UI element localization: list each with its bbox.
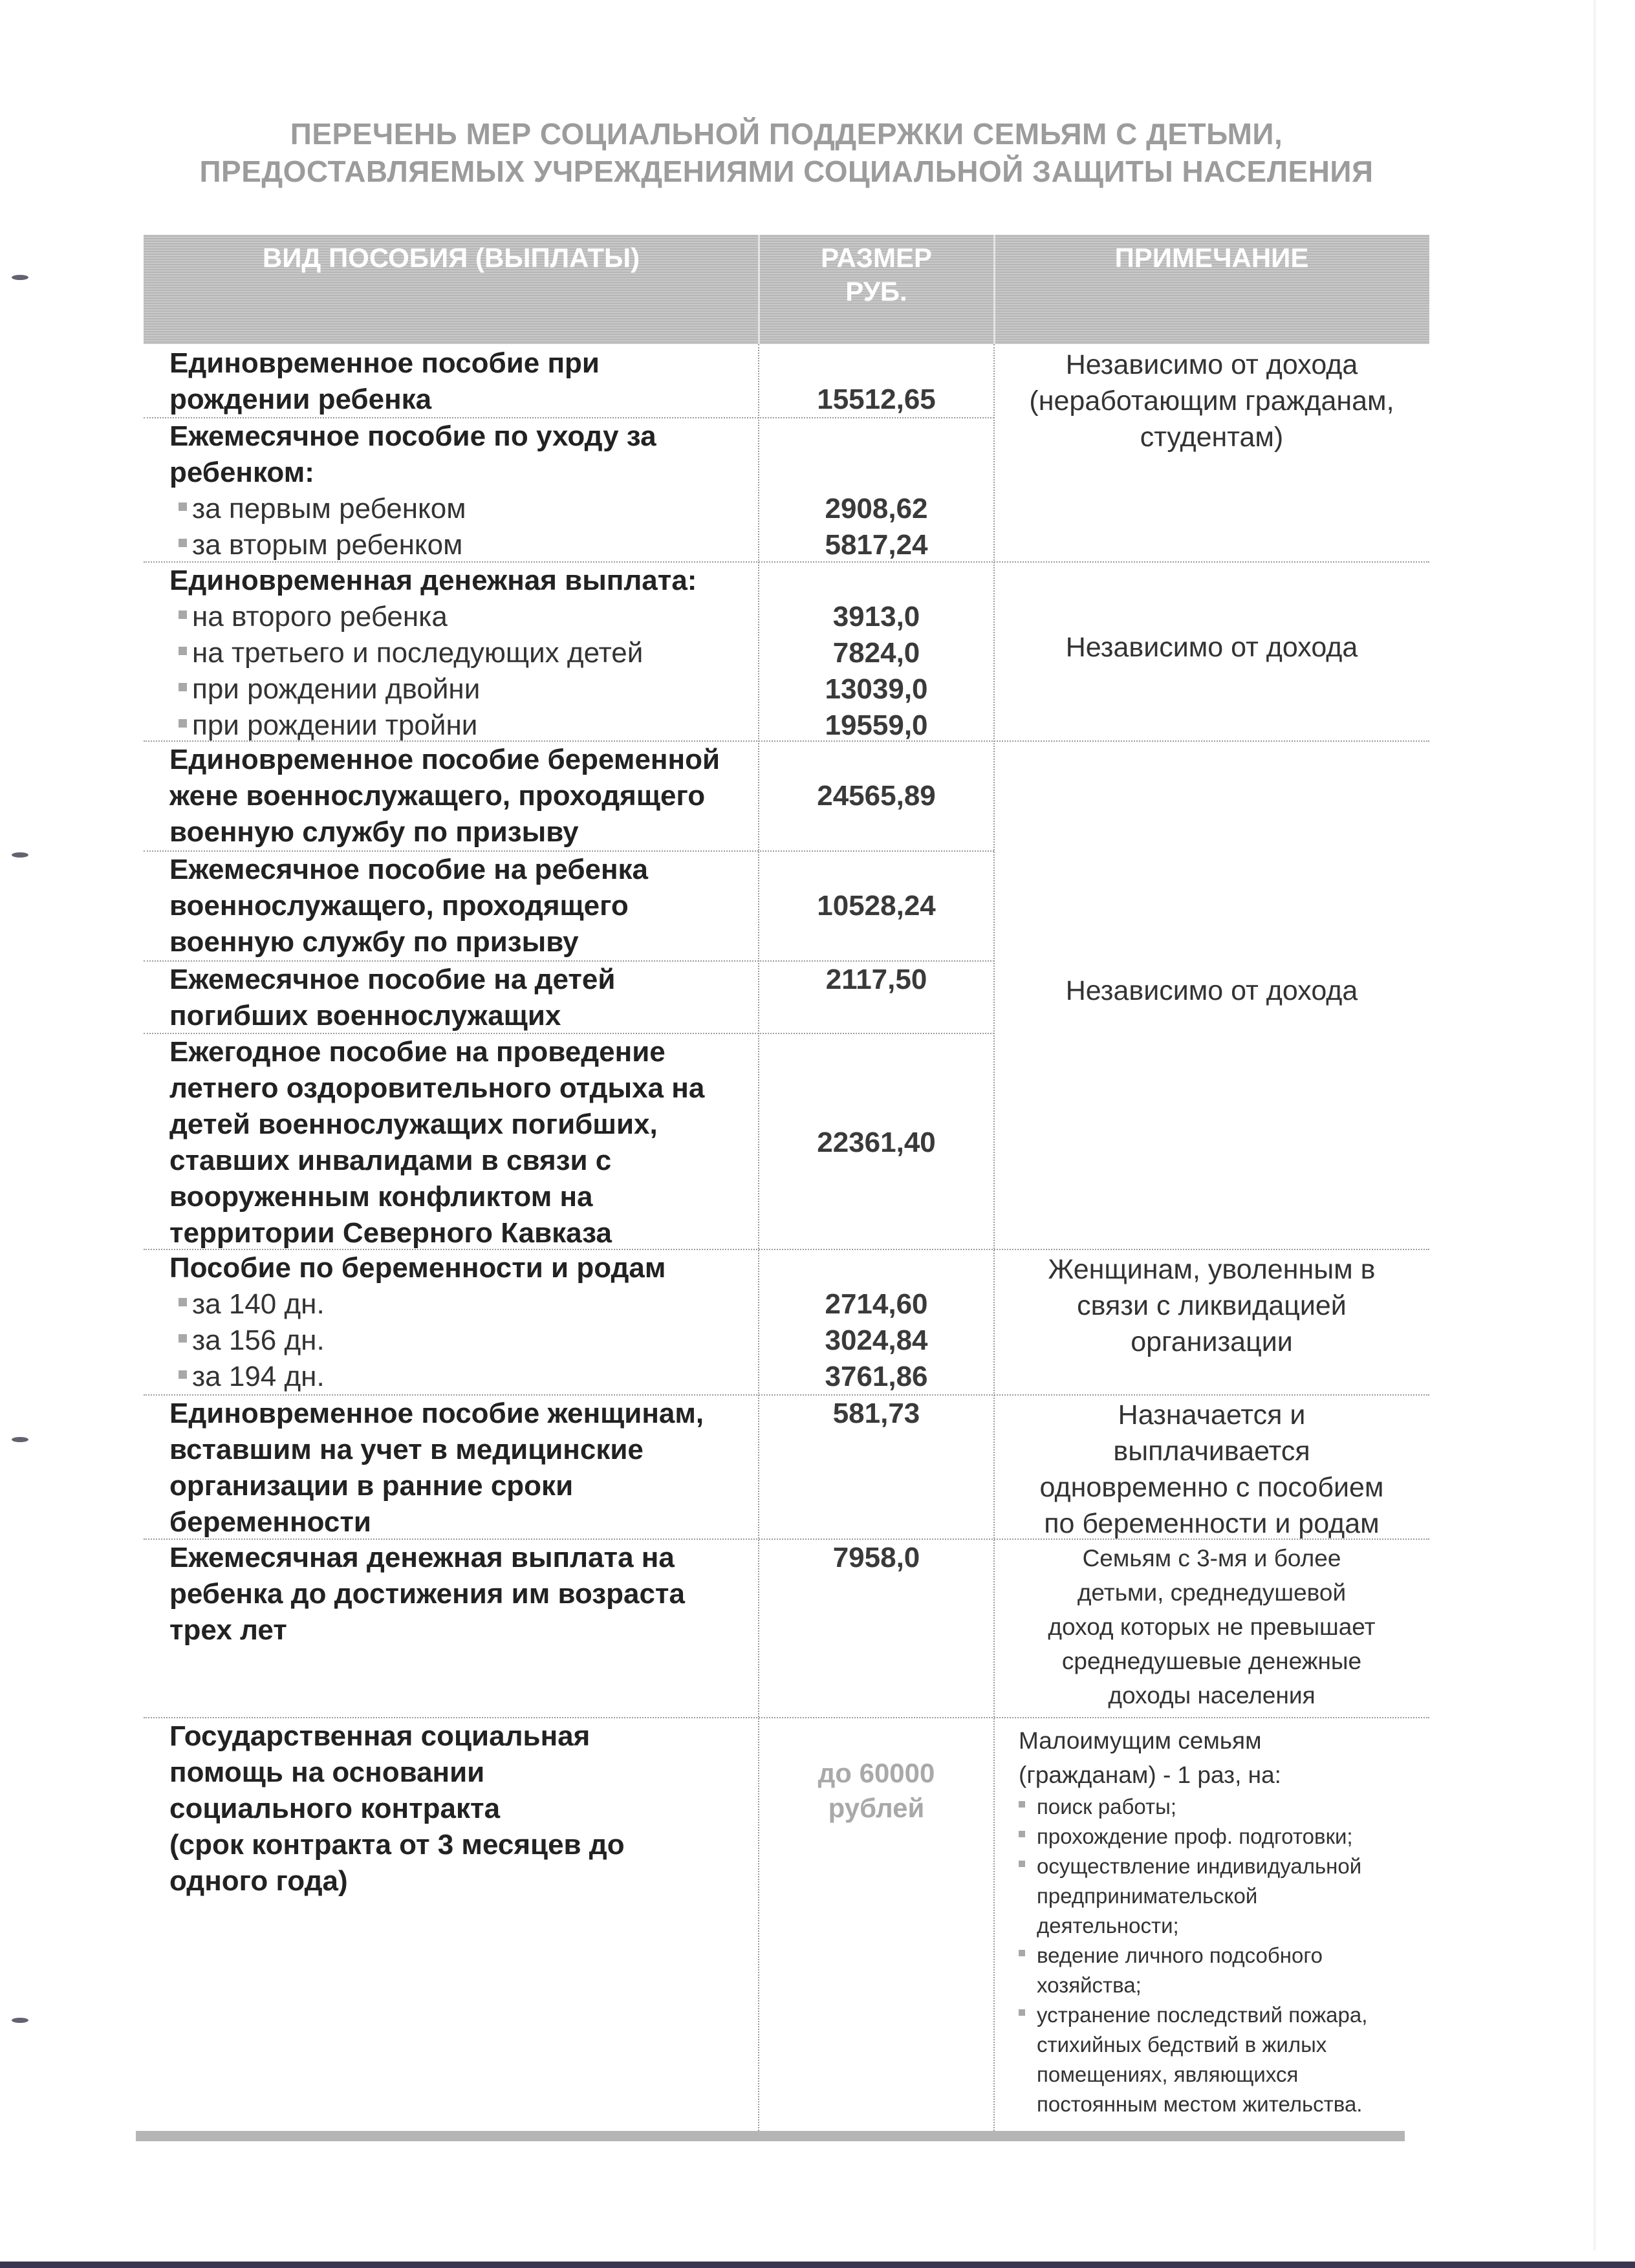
note-line: среднедушевые денежные [1061, 1648, 1362, 1674]
benefit-subitem [169, 707, 752, 744]
amount-value: 24565,89 [817, 780, 936, 812]
note-cell [994, 1723, 1429, 2137]
benefit-subitem-label: за 140 дн. [192, 1288, 325, 1320]
benefit-name-line: Ежемесячное пособие по уходу за [169, 420, 656, 452]
benefit-name-cell [144, 563, 759, 742]
note-cell [994, 1397, 1429, 1541]
benefit-name-line: Ежегодное пособие на проведение [169, 1036, 666, 1068]
note-cell [994, 1541, 1429, 1720]
benefit-name-line: помощь на основании [169, 1756, 485, 1788]
benefit-name-line: летнего оздоровительного отдыха на [169, 1072, 705, 1104]
header-note-label: ПРИМЕЧАНИЕ [1114, 243, 1309, 273]
benefit-subitem [169, 1286, 752, 1323]
amount-value: 3913,0 [832, 601, 920, 632]
benefit-name-line: Единовременное пособие женщинам, [169, 1398, 704, 1429]
note-list-item-line: постоянным местом жительства. [1037, 2092, 1363, 2116]
amount-value: 581,73 [832, 1398, 920, 1429]
bullet-icon [1019, 1950, 1025, 1956]
note-line: связи с ликвидацией [1077, 1290, 1347, 1321]
bullet-icon [179, 1334, 187, 1343]
amount-value: 2908,62 [825, 493, 928, 524]
note-line: выплачивается [1113, 1436, 1310, 1467]
amount-value: 19559,0 [825, 709, 928, 741]
benefit-name-line: Пособие по беременности и родам [169, 1252, 666, 1284]
note-line: Независимо от дохода [1065, 975, 1358, 1006]
header-amount-line-2: РУБ. [845, 276, 907, 307]
bullet-icon [179, 1370, 187, 1379]
header-type-label: ВИД ПОСОБИЯ (ВЫПЛАТЫ) [262, 243, 640, 273]
benefit-name-line: Единовременное пособие беременной [169, 744, 720, 775]
scan-mark [12, 852, 28, 858]
note-line: детьми, среднедушевой [1077, 1579, 1347, 1606]
benefit-subitem [169, 491, 752, 527]
bullet-icon [179, 539, 187, 547]
note-intro-line: (гражданам) - 1 раз, на: [1019, 1762, 1281, 1788]
benefit-name-line: Государственная социальная [169, 1720, 590, 1752]
benefit-name-cell [144, 1540, 759, 1718]
note-line: доходы населения [1108, 1682, 1316, 1709]
benefit-name-line: Ежемесячное пособие на ребенка [169, 854, 649, 885]
note-list-item-line: предпринимательской [1037, 1884, 1258, 1908]
note-line: Независимо от дохода [1065, 349, 1358, 380]
bullet-icon [1019, 1861, 1025, 1867]
benefit-name-cell [144, 345, 759, 418]
benefit-name-line: беременности [169, 1506, 371, 1538]
note-list-item-line: помещениях, являющихся [1037, 2062, 1299, 2086]
amount-value: 3761,86 [825, 1361, 928, 1392]
note-list-item [1012, 1852, 1416, 1941]
bullet-icon [1019, 1831, 1025, 1837]
benefit-name-line: рождении ребенка [169, 383, 432, 415]
note-cell [994, 629, 1429, 808]
amount-value: 10528,24 [817, 890, 936, 922]
benefit-name-line: военную службу по призыву [169, 816, 579, 848]
benefit-name-cell [144, 962, 759, 1034]
benefit-subitem-label: за первым ребенком [192, 493, 466, 524]
note-list-item-line: осуществление индивидуальной [1037, 1854, 1362, 1878]
scan-edge [1594, 0, 1596, 2251]
note-line: (неработающим гражданам, [1029, 385, 1394, 416]
benefit-name-cell [144, 1034, 759, 1250]
scan-mark [12, 1437, 28, 1442]
benefit-name-line: вставшим на учет в медицинские [169, 1434, 644, 1465]
bullet-icon [179, 1298, 187, 1306]
benefit-name-cell [144, 742, 759, 852]
benefit-name-line: Ежемесячное пособие на детей [169, 964, 616, 995]
benefit-name-line: Единовременное пособие при [169, 347, 600, 379]
note-line: организации [1131, 1326, 1293, 1357]
bullet-icon [179, 610, 187, 619]
benefit-name-line: военнослужащего, проходящего [169, 890, 629, 922]
amount-value: 7958,0 [832, 1542, 920, 1573]
bullet-icon [179, 719, 187, 728]
benefit-name-line: (срок контракта от 3 месяцев до [169, 1829, 625, 1861]
amount-value: 5817,24 [825, 529, 928, 561]
amount-cell [759, 1540, 994, 1718]
benefit-subitem [169, 671, 752, 707]
note-list-item [1012, 1941, 1416, 2000]
bullet-icon [179, 647, 187, 655]
amount-cell [759, 599, 994, 778]
benefit-subitem [169, 1359, 752, 1395]
note-list-item [1012, 1822, 1416, 1852]
benefit-subitem-label: при рождении тройни [192, 709, 478, 741]
benefit-subitem-label: за 194 дн. [192, 1361, 325, 1392]
benefit-name-line: организации в ранние сроки [169, 1470, 574, 1502]
header-amount [759, 235, 994, 344]
header-type [144, 235, 759, 344]
note-line: доход которых не превышает [1048, 1614, 1376, 1640]
benefit-name-cell [144, 1718, 759, 2132]
note-list-item-line: прохождение проф. подготовки; [1037, 1824, 1353, 1848]
amount-value: 2714,60 [825, 1288, 928, 1320]
benefit-subitem-label: при рождении двойни [192, 673, 481, 705]
scan-mark [12, 2018, 28, 2023]
benefit-name-line: территории Северного Кавказа [169, 1217, 612, 1249]
note-line: Назначается и [1118, 1399, 1306, 1431]
benefit-subitem [169, 1323, 752, 1359]
scan-mark [12, 275, 28, 280]
benefit-subitem-label: за 156 дн. [192, 1324, 325, 1356]
table-bottom-bar [136, 2131, 1405, 2141]
note-list-item [1012, 2000, 1416, 2119]
bullet-icon [179, 683, 187, 691]
note-list-item-line: стихийных бедствий в жилых [1037, 2033, 1327, 2057]
benefit-subitem [169, 635, 752, 671]
amount-value: 22361,40 [817, 1127, 936, 1158]
benefit-name-cell [144, 1250, 759, 1396]
benefit-subitem-label: на второго ребенка [192, 601, 448, 632]
note-list-item [1012, 1792, 1416, 1822]
benefit-name-line: одного года) [169, 1865, 348, 1897]
benefit-name-line: вооруженным конфликтом на [169, 1181, 593, 1213]
benefit-name-line: жене военнослужащего, проходящего [169, 780, 706, 812]
benefit-name-line: социального контракта [169, 1793, 501, 1824]
scan-edge-bottom [0, 2262, 1635, 2268]
benefit-subitem [169, 527, 752, 563]
amount-cell [759, 1396, 994, 1540]
benefit-name-line: Единовременная денежная выплата: [169, 565, 697, 596]
benefit-name-line: погибших военнослужащих [169, 1000, 561, 1031]
note-list-item-line: хозяйства; [1037, 1973, 1142, 1997]
note-list-item-line: поиск работы; [1037, 1795, 1176, 1819]
note-intro-line: Малоимущим семьям [1019, 1727, 1262, 1754]
benefit-name-line: ставших инвалидами в связи с [169, 1145, 612, 1176]
note-line: одновременно с пособием [1039, 1472, 1384, 1503]
benefit-name-cell [144, 1396, 759, 1540]
amount-value: 3024,84 [825, 1324, 928, 1356]
benefit-name-line: ребенком: [169, 457, 314, 488]
note-list-item-line: устранение последствий пожара, [1037, 2003, 1368, 2027]
amount-value: рублей [828, 1793, 925, 1823]
amount-cell [759, 962, 994, 1034]
benefit-name-line: ребенка до достижения им возраста [169, 1578, 685, 1610]
title-line-2: ПРЕДОСТАВЛЯЕМЫХ УЧРЕЖДЕНИЯМИ СОЦИАЛЬНОЙ ЗАЩИТЫ НАСЕЛЕНИЯ [199, 155, 1374, 188]
benefit-name-line: трех лет [169, 1614, 287, 1646]
benefit-name-line: Ежемесячная денежная выплата на [169, 1542, 675, 1573]
note-line: студентам) [1140, 422, 1284, 453]
amount-cell [759, 382, 994, 455]
title-line-1: ПЕРЕЧЕНЬ МЕР СОЦИАЛЬНОЙ ПОДДЕРЖКИ СЕМЬЯМ С ДЕТЬМИ, [290, 117, 1283, 151]
benefit-name-cell [144, 418, 759, 563]
note-cell [994, 347, 1429, 564]
benefit-name-line: военную службу по призыву [169, 926, 579, 958]
header-note [994, 235, 1429, 344]
table-header [144, 235, 1429, 344]
benefit-subitem-label: на третьего и последующих детей [192, 637, 644, 669]
amount-value: 2117,50 [825, 964, 927, 995]
note-line: Семьям с 3-мя и более [1082, 1545, 1341, 1571]
note-line: по беременности и родам [1044, 1508, 1380, 1539]
amount-value: до 60000 [817, 1758, 935, 1788]
benefit-name-cell [144, 852, 759, 962]
note-list-item-line: ведение личного подсобного [1037, 1943, 1323, 1967]
benefit-subitem [169, 599, 752, 635]
benefit-name-line: детей военнослужащих погибших, [169, 1108, 658, 1140]
note-line: Независимо от дохода [1065, 632, 1358, 663]
amount-cell [759, 1756, 994, 2170]
amount-cell [759, 778, 994, 888]
amount-value: 15512,65 [817, 383, 936, 415]
note-list-item-line: деятельности; [1037, 1914, 1179, 1938]
amount-value: 7824,0 [832, 637, 920, 669]
benefit-subitem-label: за вторым ребенком [192, 529, 463, 561]
document-title [144, 115, 1429, 190]
note-cell [994, 1251, 1429, 1397]
bullet-icon [1019, 1801, 1025, 1808]
bullet-icon [179, 502, 187, 511]
note-line: Женщинам, уволенным в [1048, 1254, 1376, 1285]
amount-value: 13039,0 [825, 673, 928, 705]
bullet-icon [1019, 2009, 1025, 2016]
header-amount-line-1: РАЗМЕР [821, 243, 932, 273]
